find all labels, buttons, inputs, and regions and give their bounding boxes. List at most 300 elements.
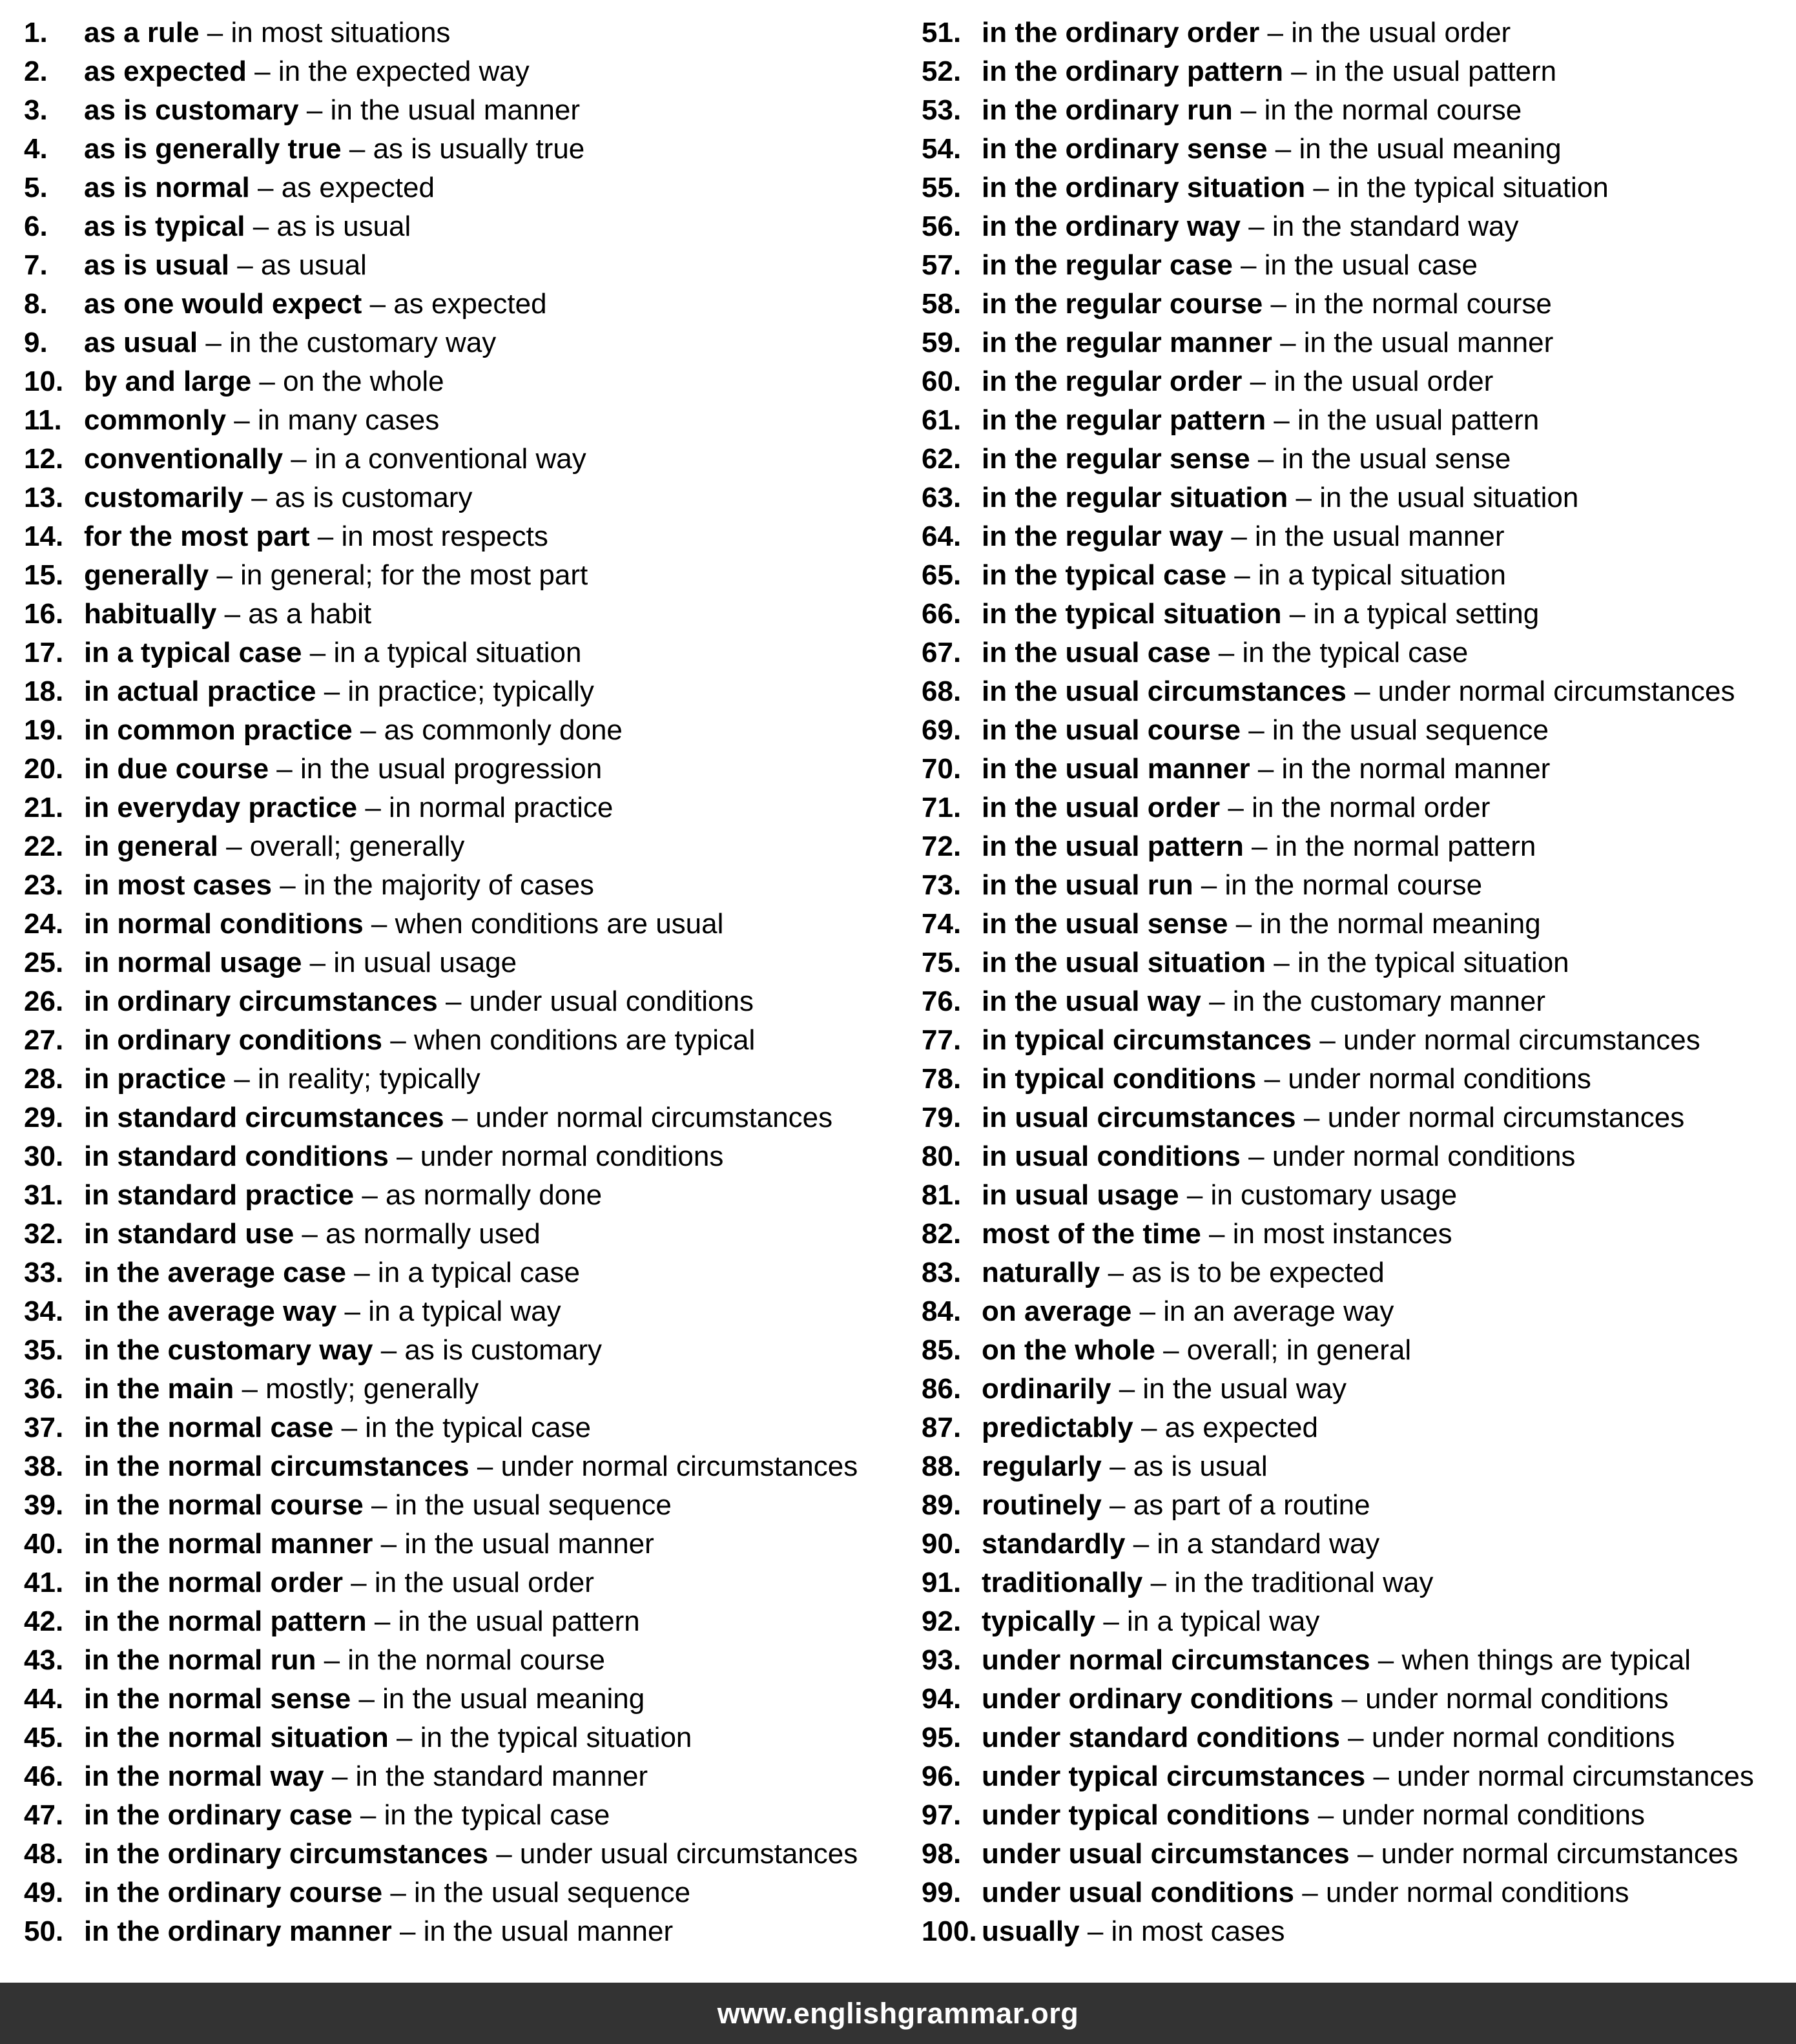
item-number: 89. bbox=[922, 1489, 962, 1521]
item-term: under normal circumstances bbox=[982, 1644, 1370, 1676]
list-item bbox=[24, 440, 898, 479]
item-term: as expected bbox=[84, 56, 247, 87]
item-definition: – in the usual case bbox=[1232, 249, 1478, 281]
item-definition: – as a habit bbox=[216, 598, 372, 630]
item-definition: – when conditions are typical bbox=[382, 1024, 756, 1056]
list-item bbox=[922, 789, 1795, 827]
item-definition: – as is customary bbox=[373, 1334, 603, 1366]
item-number: 67. bbox=[922, 637, 962, 668]
item-term: in everyday practice bbox=[84, 792, 358, 823]
item-term: in the typical situation bbox=[982, 598, 1282, 630]
item-term: in the normal course bbox=[84, 1489, 364, 1521]
item-number: 80. bbox=[922, 1141, 962, 1172]
list-item bbox=[922, 556, 1795, 595]
item-number: 79. bbox=[922, 1102, 962, 1133]
item-definition: – in a conventional way bbox=[283, 443, 586, 475]
item-number: 15. bbox=[24, 559, 64, 591]
list-item bbox=[24, 595, 898, 634]
item-definition: – in most cases bbox=[1079, 1915, 1285, 1947]
item-definition: – in most instances bbox=[1201, 1218, 1452, 1250]
item-number: 5. bbox=[24, 172, 48, 203]
item-term: in the usual case bbox=[982, 637, 1211, 668]
item-term: in the usual circumstances bbox=[982, 676, 1347, 707]
list-item bbox=[24, 285, 898, 324]
item-definition: – overall; in general bbox=[1155, 1334, 1412, 1366]
list-item bbox=[24, 1757, 898, 1796]
item-number: 19. bbox=[24, 714, 64, 746]
item-definition: – in the customary way bbox=[198, 327, 497, 358]
list-item bbox=[922, 1099, 1795, 1137]
item-term: in standard conditions bbox=[84, 1141, 389, 1172]
list-item bbox=[24, 207, 898, 246]
list-item bbox=[922, 905, 1795, 944]
item-number: 78. bbox=[922, 1063, 962, 1095]
item-number: 96. bbox=[922, 1760, 962, 1792]
item-term: in the ordinary course bbox=[84, 1877, 383, 1908]
item-number: 26. bbox=[24, 986, 64, 1017]
item-definition: – in a typical case bbox=[346, 1257, 580, 1288]
item-number: 86. bbox=[922, 1373, 962, 1405]
list-item bbox=[922, 982, 1795, 1021]
footer-bar bbox=[0, 1983, 1796, 2044]
list-item bbox=[922, 750, 1795, 789]
item-term: in most cases bbox=[84, 869, 273, 901]
item-definition: – in a typical way bbox=[1095, 1605, 1320, 1637]
list-item bbox=[922, 207, 1795, 246]
item-definition: – in the usual way bbox=[1111, 1373, 1347, 1405]
item-definition: – under normal conditions bbox=[1334, 1683, 1669, 1715]
item-term: in the regular sense bbox=[982, 443, 1250, 475]
list-item bbox=[922, 479, 1795, 517]
item-number: 93. bbox=[922, 1644, 962, 1676]
item-definition: – in an average way bbox=[1131, 1296, 1394, 1327]
item-term: on the whole bbox=[982, 1334, 1155, 1366]
item-term: under ordinary conditions bbox=[982, 1683, 1334, 1715]
item-number: 30. bbox=[24, 1141, 64, 1172]
item-definition: – under usual conditions bbox=[437, 986, 754, 1017]
item-number: 66. bbox=[922, 598, 962, 630]
list-item bbox=[24, 827, 898, 866]
item-term: in the usual way bbox=[982, 986, 1201, 1017]
list-item bbox=[24, 1292, 898, 1331]
item-term: in usual usage bbox=[982, 1179, 1179, 1211]
item-number: 32. bbox=[24, 1218, 64, 1250]
item-term: in the usual order bbox=[982, 792, 1221, 823]
item-definition: – under normal conditions bbox=[1339, 1722, 1675, 1753]
item-definition: – as expected bbox=[362, 288, 547, 320]
item-number: 95. bbox=[922, 1722, 962, 1753]
item-term: in usual circumstances bbox=[982, 1102, 1296, 1133]
item-definition: – when things are typical bbox=[1370, 1644, 1691, 1676]
item-definition: – under usual circumstances bbox=[488, 1838, 858, 1870]
item-term: in the regular case bbox=[982, 249, 1233, 281]
item-number: 73. bbox=[922, 869, 962, 901]
item-definition: – in normal practice bbox=[357, 792, 614, 823]
item-term: in the usual sense bbox=[982, 908, 1228, 940]
item-definition: – in most situations bbox=[199, 17, 451, 48]
list-item bbox=[922, 866, 1795, 905]
item-number: 54. bbox=[922, 133, 962, 165]
item-number: 63. bbox=[922, 482, 962, 513]
list-item bbox=[24, 1099, 898, 1137]
item-term: as is normal bbox=[84, 172, 250, 203]
item-definition: – as normally done bbox=[354, 1179, 603, 1211]
item-number: 18. bbox=[24, 676, 64, 707]
item-number: 16. bbox=[24, 598, 64, 630]
list-item bbox=[922, 362, 1795, 401]
item-definition: – under normal circumstances bbox=[1365, 1760, 1754, 1792]
item-term: in normal conditions bbox=[84, 908, 364, 940]
item-number: 4. bbox=[24, 133, 48, 165]
item-number: 33. bbox=[24, 1257, 64, 1288]
item-number: 20. bbox=[24, 753, 64, 785]
list-item bbox=[24, 1525, 898, 1564]
item-number: 12. bbox=[24, 443, 64, 475]
list-item bbox=[24, 169, 898, 207]
item-term: in the normal pattern bbox=[84, 1605, 367, 1637]
column-right bbox=[898, 14, 1795, 1951]
item-term: most of the time bbox=[982, 1218, 1201, 1250]
item-definition: – in the usual sense bbox=[1250, 443, 1511, 475]
item-number: 39. bbox=[24, 1489, 64, 1521]
item-definition: – in the typical situation bbox=[1266, 947, 1569, 978]
item-number: 51. bbox=[922, 17, 962, 48]
item-number: 61. bbox=[922, 404, 962, 436]
list-item bbox=[24, 634, 898, 672]
item-term: naturally bbox=[982, 1257, 1100, 1288]
list-item bbox=[922, 1409, 1795, 1447]
item-definition: – in the usual order bbox=[342, 1567, 594, 1598]
item-number: 64. bbox=[922, 521, 962, 552]
list-item bbox=[24, 944, 898, 982]
item-number: 1. bbox=[24, 17, 48, 48]
item-term: regularly bbox=[982, 1450, 1102, 1482]
item-term: in usual conditions bbox=[982, 1141, 1241, 1172]
item-definition: – in the usual pattern bbox=[1266, 404, 1540, 436]
item-definition: – in the usual pattern bbox=[1283, 56, 1557, 87]
list-item bbox=[922, 1254, 1795, 1292]
item-definition: – as expected bbox=[249, 172, 435, 203]
item-number: 77. bbox=[922, 1024, 962, 1056]
item-definition: – in a typical situation bbox=[1226, 559, 1506, 591]
item-number: 43. bbox=[24, 1644, 64, 1676]
item-number: 74. bbox=[922, 908, 962, 940]
item-number: 59. bbox=[922, 327, 962, 358]
item-definition: – in the majority of cases bbox=[272, 869, 594, 901]
item-term: in standard circumstances bbox=[84, 1102, 444, 1133]
item-number: 58. bbox=[922, 288, 962, 320]
item-number: 44. bbox=[24, 1683, 64, 1715]
item-definition: – in the usual sequence bbox=[382, 1877, 691, 1908]
list-item bbox=[24, 1486, 898, 1525]
item-term: under usual circumstances bbox=[982, 1838, 1350, 1870]
item-term: commonly bbox=[84, 404, 227, 436]
item-number: 34. bbox=[24, 1296, 64, 1327]
list-item bbox=[922, 1680, 1795, 1719]
list-item bbox=[24, 1060, 898, 1099]
item-term: in the ordinary order bbox=[982, 17, 1260, 48]
list-item bbox=[24, 1137, 898, 1176]
item-number: 42. bbox=[24, 1605, 64, 1637]
item-definition: – in the traditional way bbox=[1142, 1567, 1434, 1598]
item-number: 47. bbox=[24, 1799, 64, 1831]
item-number: 49. bbox=[24, 1877, 64, 1908]
list-item bbox=[922, 285, 1795, 324]
item-number: 65. bbox=[922, 559, 962, 591]
list-item bbox=[24, 1602, 898, 1641]
list-item bbox=[922, 634, 1795, 672]
item-term: in normal usage bbox=[84, 947, 302, 978]
list-item bbox=[922, 169, 1795, 207]
item-term: in the normal situation bbox=[84, 1722, 389, 1753]
item-definition: – in the normal meaning bbox=[1228, 908, 1541, 940]
item-definition: – in the usual manner bbox=[373, 1528, 654, 1560]
item-number: 99. bbox=[922, 1877, 962, 1908]
item-term: in the usual course bbox=[982, 714, 1241, 746]
item-term: in the ordinary run bbox=[982, 94, 1233, 126]
item-definition: – as expected bbox=[1133, 1412, 1318, 1443]
list-item bbox=[24, 672, 898, 711]
item-term: in the regular course bbox=[982, 288, 1263, 320]
item-definition: – in the usual manner bbox=[298, 94, 581, 126]
item-term: in the ordinary manner bbox=[84, 1915, 392, 1947]
item-definition: – under normal conditions bbox=[1240, 1141, 1576, 1172]
item-definition: – on the whole bbox=[251, 366, 444, 397]
list-item bbox=[922, 1796, 1795, 1835]
list-item bbox=[922, 1060, 1795, 1099]
item-term: in the ordinary way bbox=[982, 211, 1241, 242]
item-term: in the regular way bbox=[982, 521, 1224, 552]
list-item bbox=[24, 1874, 898, 1912]
list-item bbox=[24, 1370, 898, 1409]
item-number: 25. bbox=[24, 947, 64, 978]
item-term: in due course bbox=[84, 753, 269, 785]
item-term: in the regular order bbox=[982, 366, 1243, 397]
list-item bbox=[24, 866, 898, 905]
list-item bbox=[922, 1176, 1795, 1215]
item-term: in the usual run bbox=[982, 869, 1193, 901]
item-number: 3. bbox=[24, 94, 48, 126]
list-item bbox=[922, 246, 1795, 285]
item-term: as is generally true bbox=[84, 133, 342, 165]
item-number: 48. bbox=[24, 1838, 64, 1870]
item-definition: – in the normal manner bbox=[1250, 753, 1551, 785]
item-definition: – in the customary manner bbox=[1201, 986, 1546, 1017]
item-term: as one would expect bbox=[84, 288, 362, 320]
list-item bbox=[24, 1912, 898, 1951]
item-term: routinely bbox=[982, 1489, 1102, 1521]
item-definition: – mostly; generally bbox=[234, 1373, 479, 1405]
list-item bbox=[24, 1719, 898, 1757]
item-number: 68. bbox=[922, 676, 962, 707]
item-term: in practice bbox=[84, 1063, 227, 1095]
item-number: 82. bbox=[922, 1218, 962, 1250]
item-number: 22. bbox=[24, 831, 64, 862]
item-term: in the ordinary situation bbox=[982, 172, 1306, 203]
item-term: in the typical case bbox=[982, 559, 1227, 591]
item-definition: – in the normal order bbox=[1220, 792, 1491, 823]
list-item bbox=[24, 1641, 898, 1680]
list-item bbox=[24, 750, 898, 789]
item-term: in common practice bbox=[84, 714, 353, 746]
list-item bbox=[922, 827, 1795, 866]
item-number: 72. bbox=[922, 831, 962, 862]
item-definition: – under normal conditions bbox=[1310, 1799, 1646, 1831]
item-number: 62. bbox=[922, 443, 962, 475]
item-definition: – under normal conditions bbox=[1256, 1063, 1591, 1095]
item-definition: – in the normal course bbox=[1193, 869, 1483, 901]
item-number: 84. bbox=[922, 1296, 962, 1327]
item-term: in the average case bbox=[84, 1257, 347, 1288]
item-term: as is usual bbox=[84, 249, 230, 281]
item-term: as is customary bbox=[84, 94, 299, 126]
list-item bbox=[24, 1564, 898, 1602]
list-item bbox=[24, 517, 898, 556]
item-definition: – in general; for the most part bbox=[209, 559, 588, 591]
item-number: 81. bbox=[922, 1179, 962, 1211]
list-item bbox=[922, 1021, 1795, 1060]
item-number: 11. bbox=[24, 404, 62, 436]
item-number: 56. bbox=[922, 211, 962, 242]
item-definition: – in a typical situation bbox=[302, 637, 582, 668]
item-term: in the normal circumstances bbox=[84, 1450, 470, 1482]
list-item bbox=[922, 1602, 1795, 1641]
item-definition: – in the typical case bbox=[333, 1412, 592, 1443]
item-term: standardly bbox=[982, 1528, 1126, 1560]
list-item bbox=[922, 52, 1795, 91]
item-definition: – in the usual pattern bbox=[366, 1605, 640, 1637]
item-definition: – in the normal course bbox=[316, 1644, 605, 1676]
list-item bbox=[922, 91, 1795, 130]
item-number: 21. bbox=[24, 792, 64, 823]
list-item bbox=[24, 711, 898, 750]
item-term: in ordinary conditions bbox=[84, 1024, 383, 1056]
list-item bbox=[24, 1021, 898, 1060]
item-definition: – overall; generally bbox=[218, 831, 465, 862]
item-definition: – in the typical situation bbox=[1305, 172, 1609, 203]
item-number: 46. bbox=[24, 1760, 64, 1792]
footer-url: www.englishgrammar.org bbox=[717, 1996, 1079, 2030]
item-definition: – as normally used bbox=[294, 1218, 541, 1250]
item-definition: – in the expected way bbox=[246, 56, 530, 87]
item-definition: – in the normal course bbox=[1263, 288, 1552, 320]
item-definition: – in a typical way bbox=[336, 1296, 561, 1327]
list-item bbox=[24, 246, 898, 285]
item-number: 70. bbox=[922, 753, 962, 785]
item-number: 13. bbox=[24, 482, 64, 513]
item-definition: – in the standard way bbox=[1240, 211, 1519, 242]
list-item bbox=[24, 479, 898, 517]
list-item bbox=[922, 1874, 1795, 1912]
item-definition: – in the usual meaning bbox=[1267, 133, 1562, 165]
item-definition: – in the usual manner bbox=[391, 1915, 674, 1947]
item-number: 27. bbox=[24, 1024, 64, 1056]
item-number: 55. bbox=[922, 172, 962, 203]
item-definition: – in usual usage bbox=[302, 947, 517, 978]
item-term: in general bbox=[84, 831, 218, 862]
item-number: 10. bbox=[24, 366, 64, 397]
list-item bbox=[922, 324, 1795, 362]
item-definition: – in reality; typically bbox=[226, 1063, 480, 1095]
item-number: 69. bbox=[922, 714, 962, 746]
item-term: in the ordinary case bbox=[84, 1799, 353, 1831]
list-item bbox=[922, 1641, 1795, 1680]
item-term: habitually bbox=[84, 598, 217, 630]
item-number: 90. bbox=[922, 1528, 962, 1560]
item-term: in actual practice bbox=[84, 676, 316, 707]
item-term: in the main bbox=[84, 1373, 234, 1405]
item-number: 24. bbox=[24, 908, 64, 940]
item-number: 14. bbox=[24, 521, 64, 552]
item-term: in the usual manner bbox=[982, 753, 1250, 785]
item-term: in the customary way bbox=[84, 1334, 373, 1366]
item-number: 75. bbox=[922, 947, 962, 978]
item-definition: – as part of a routine bbox=[1101, 1489, 1370, 1521]
list-item bbox=[922, 1912, 1795, 1951]
item-number: 2. bbox=[24, 56, 48, 87]
item-number: 98. bbox=[922, 1838, 962, 1870]
item-term: under typical conditions bbox=[982, 1799, 1310, 1831]
item-number: 36. bbox=[24, 1373, 64, 1405]
item-definition: – in the usual order bbox=[1259, 17, 1511, 48]
item-term: by and large bbox=[84, 366, 252, 397]
list-item bbox=[922, 517, 1795, 556]
item-definition: – as is customary bbox=[243, 482, 473, 513]
list-item bbox=[922, 1292, 1795, 1331]
item-number: 83. bbox=[922, 1257, 962, 1288]
list-item bbox=[24, 91, 898, 130]
item-definition: – in the typical case bbox=[1210, 637, 1469, 668]
item-number: 23. bbox=[24, 869, 64, 901]
list-item bbox=[922, 14, 1795, 52]
list-item bbox=[922, 1447, 1795, 1486]
list-item bbox=[24, 1409, 898, 1447]
item-number: 57. bbox=[922, 249, 962, 281]
item-term: in standard use bbox=[84, 1218, 294, 1250]
list-item bbox=[922, 1137, 1795, 1176]
list-item bbox=[922, 401, 1795, 440]
item-number: 7. bbox=[24, 249, 48, 281]
list-item bbox=[24, 362, 898, 401]
list-item bbox=[24, 1215, 898, 1254]
list-item bbox=[922, 440, 1795, 479]
item-definition: – in the usual meaning bbox=[351, 1683, 645, 1715]
item-number: 76. bbox=[922, 986, 962, 1017]
item-term: predictably bbox=[982, 1412, 1133, 1443]
item-definition: – in the typical situation bbox=[388, 1722, 692, 1753]
item-term: in standard practice bbox=[84, 1179, 355, 1211]
list-item bbox=[24, 1447, 898, 1486]
item-number: 71. bbox=[922, 792, 962, 823]
item-definition: – under normal conditions bbox=[1294, 1877, 1629, 1908]
list-item bbox=[24, 14, 898, 52]
list-item bbox=[922, 130, 1795, 169]
item-number: 94. bbox=[922, 1683, 962, 1715]
list-item bbox=[24, 324, 898, 362]
item-term: in the ordinary circumstances bbox=[84, 1838, 488, 1870]
item-definition: – under normal circumstances bbox=[1312, 1024, 1700, 1056]
item-definition: – in practice; typically bbox=[316, 676, 594, 707]
item-number: 85. bbox=[922, 1334, 962, 1366]
item-term: customarily bbox=[84, 482, 243, 513]
item-term: typically bbox=[982, 1605, 1096, 1637]
item-definition: – in most respects bbox=[309, 521, 548, 552]
item-number: 31. bbox=[24, 1179, 64, 1211]
item-number: 87. bbox=[922, 1412, 962, 1443]
list-item bbox=[922, 1486, 1795, 1525]
item-number: 40. bbox=[24, 1528, 64, 1560]
item-term: in the normal run bbox=[84, 1644, 316, 1676]
